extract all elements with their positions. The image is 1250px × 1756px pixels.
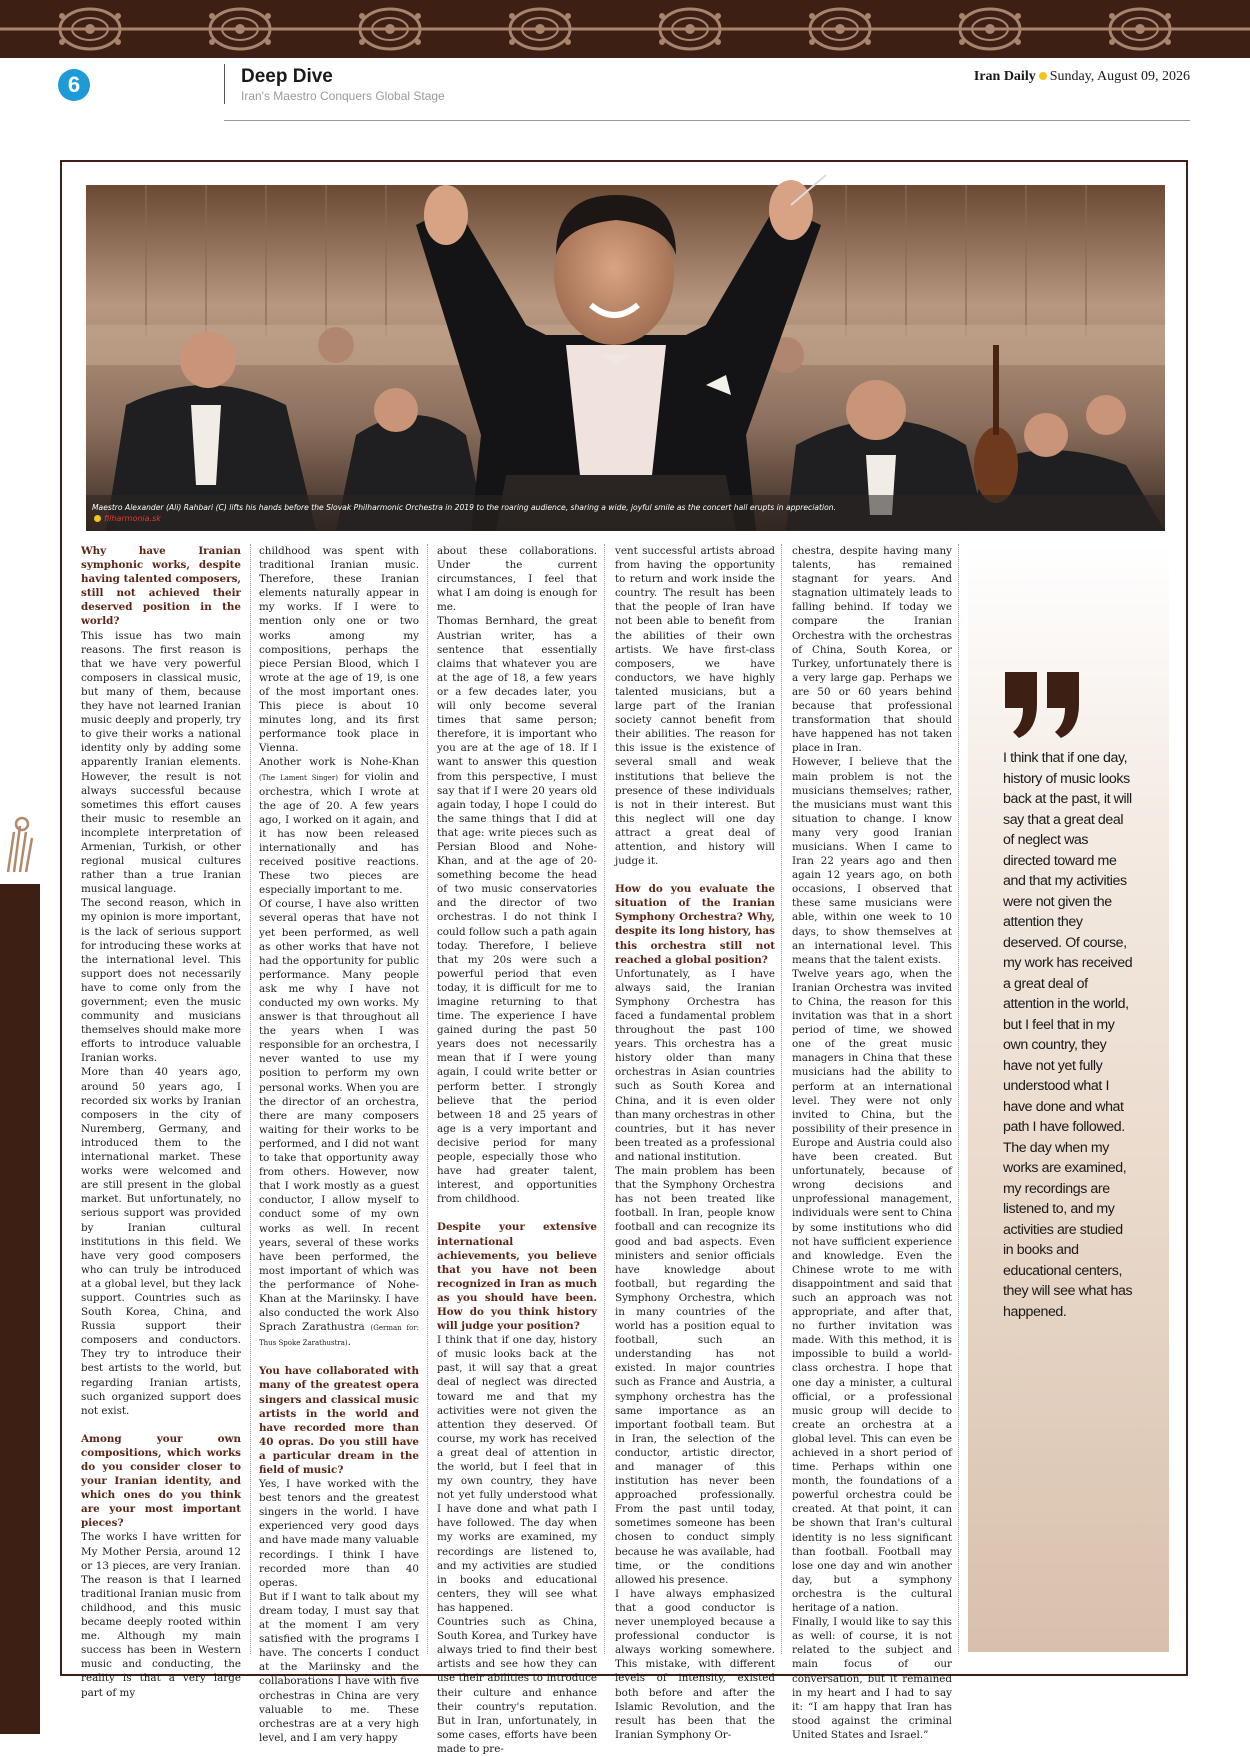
answer-paragraph: Countries such as China, South Korea, and Turkey have always tried to find their best artists and see how they can use their abilities to introduce their culture and enhance their country's reputation. But in Iran, unfortunately, in some cases, efforts have been made to pre- <box>437 1616 597 1755</box>
violin-ornament-icon <box>0 0 1250 58</box>
answer-paragraph: childhood was spent with traditional Iranian music. Therefore, these Iranian elements naturally appear in my works. If I were to mention only one or two works among my compositions, perhaps the piece Persian Blood, which I wrote at the age of 19, is one of the most important ones. This piece is about 10 minutes long, and its first performance took place in Vienna. <box>259 545 419 755</box>
answer-paragraph: The second reason, which in my opinion is more important, is the lack of serious support for introducing these works at the international level. This support does not necessarily have to come only from the government; even the music community and musicians themselves should make more efforts to introduce valuable Iranian works. <box>81 897 241 1065</box>
answer-paragraph: I think that if one day, history of music looks back at the past, it will say that a great deal of neglect was directed toward me and that my activities were not given the attention they deserved. Of course, my work has received a great deal of attention in the world, but I feel that in my own country, they have not yet fully understood what I have done and what path I have followed. The day when my works are examined, my recordings are listened to, and my activities are studied in books and educational centers, they will see what has happened. <box>437 1334 597 1614</box>
answer-paragraph: This issue has two main reasons. The first reason is that we have very powerful composers in classical music, but many of them, because they have not learned Iranian music deeply and properly, try to give their works a national identity only by adding some apparently Iranian elements. However, the result is not always successful because sometimes this effort causes their music to resemble an incomplete interpretation of Armenian, Turkish, or other regional musical cultures rather than a true Iranian musical language. <box>81 629 241 896</box>
interview-question: How do you evaluate the situation of the Iranian Symphony Orchestra? Why, despite its long history, has this orchestra still not reached a global position? <box>615 883 775 966</box>
column-separator <box>250 544 251 1654</box>
photo-credit-text: filharmonia.sk <box>104 514 161 523</box>
answer-paragraph: The works I have written for My Mother Persia, around 12 or 13 pieces, are very Iranian. The reason is that I learned traditional Iranian music from childhood, and this music became deeply rooted within me. Although my main success has been in Western music and conducting, the reality is that a very large part of my <box>81 1531 241 1699</box>
credit-dot <box>94 515 101 522</box>
photo-caption: Maestro Alexander (Ali) Rahbari (C) lifts his hands before the Slovak Philharmonic Orchestra in 2019 to the roaring audience, sharing a wide, joyful smile as the concert hall erupts in appreciation. <box>92 503 836 512</box>
interview-question: Despite your extensive international achievements, you believe that you have not been recognized in Iran as much as you should have been. How do you think history will judge your position? <box>437 1221 597 1333</box>
answer-paragraph: But if I want to talk about my dream today, I must say that at the moment I am very satisfied with the programs I have. The concerts I conduct at the Mariinsky and the collaborations I have with five orchestras in China are very valuable to me. These orchestras are at a very high level, and I am very happy <box>259 1590 419 1744</box>
header-divider <box>224 64 225 104</box>
answer-paragraph: about these collaborations. Under the current circumstances, I feel that what I am doing is enough for me. <box>437 545 597 614</box>
answer-paragraph: Unfortunately, as I have always said, the Iranian Symphony Orchestra has faced a fundamental problem throughout the past 100 years. This orchestra has a history older than many orchestras in Asian countries such as South Korea and China, and it is even older than many orchestras in other countries, but it has never been treated as a professional and national institution. <box>615 967 775 1163</box>
photo-credit <box>94 514 161 523</box>
translation-note: (The Lament Singer) <box>259 773 339 782</box>
masthead-date: Sunday, August 09, 2026 <box>1049 69 1190 84</box>
column-separator <box>958 544 959 1654</box>
answer-paragraph: I have always emphasized that a good conductor is never unemployed because a professional conductor is always working somewhere. This mistake, with different levels of intensity, existed both before and after the Islamic Revolution, and the result has been that the Iranian Symphony Or- <box>615 1587 775 1741</box>
article-column-5 <box>792 544 952 1741</box>
conductor-photo <box>86 185 1165 531</box>
answer-text: Of course, I have also written several operas that have not yet been performed, as well as other works that have not had the opportunity for public performance. Many people ask me why I have not conducted my own works. My answer is that throughout all the years when I was responsible for an orchestra, I never wanted to use my position to perform my own personal works. When you are the director of an orchestra, there are many composers waiting for their works to be performed, and I did not want to take that opportunity away from others. However, now that I work mostly as a guest conductor, I allow myself to conduct some of my own works as well. In recent years, several of these works have been performed, the most important of which was the performance of Nohe-Khan at the Mariinsky. I have also conducted the work Also Sprach Zarathustra <box>259 898 419 1334</box>
header-rule <box>224 120 1190 121</box>
article-column-3 <box>437 544 597 1755</box>
answer-paragraph: However, I believe that the main problem is not the musicians themselves; rather, the musicians must want this situation to change. I know many very good Iranian musicians. When I came to Iran 22 years ago and then again 12 years ago, on both occasions, I observed that these same musicians were able, within one week to 10 days, to show themselves at an international level. This means that the talent exists. <box>792 756 952 966</box>
music-instrument-icon <box>0 812 40 876</box>
answer-text: for violin and orchestra, which I wrote at the age of 20. A few years ago, I worked on it again, and it has now been released internationally and has received positive reactions. These two pieces are especially important to me. <box>259 770 419 897</box>
left-side-strip <box>0 884 40 1734</box>
page-number-badge: 6 <box>58 69 90 101</box>
interview-question: Why have Iranian symphonic works, despite having talented composers, still not achieved their deserved position in the world? <box>81 545 241 628</box>
article-column-4 <box>615 544 775 1741</box>
masthead-brand: Iran Daily <box>973 69 1036 84</box>
column-separator <box>604 544 605 1654</box>
masthead-dot <box>1039 72 1047 80</box>
column-separator <box>781 544 782 1654</box>
answer-text: Another work is Nohe-Khan <box>259 756 419 769</box>
pull-quote-text: I think that if one day, history of music looks back at the past, it will say that a great deal of neglect was directed toward me and that my activities were not given the attention they deserved. Of course, my work has received a great deal of attention in the world, but I feel that in my own country, they have not yet fully understood what I have done and what path I have followed. The day when my works are examined, my recordings are listened to, and my activities are studied in books and educational centers, they will see what has happened. <box>1003 750 1133 1320</box>
answer-paragraph: Finally, I would like to say this as well: of course, it is not related to the subject and main focus of our conversation, but it remained in my heart and I had to say it: “I am happy that Iran has stood against the criminal United States and Israel.” <box>792 1616 952 1741</box>
section-subtitle: Iran's Maestro Conquers Global Stage <box>241 89 445 103</box>
article-column-1 <box>81 544 241 1699</box>
answer-paragraph <box>259 897 419 1350</box>
answer-paragraph: Thomas Bernhard, the great Austrian writer, has a sentence that essentially claims that whatever you are at the age of 18, a few years or a few decades later, you will only become several times that same person; therefore, it is important who you are at the age of 18. If I want to answer this question from this perspective, I must say that if I were 20 years old again today, I hope I could do the same things that I did at that age: write pieces such as Persian Blood and Nohe-Khan, and at the age of 20-something become the head of two music conservatories and the director of two orchestras. I do not think I could follow such a path again today. Therefore, I believe that my 20s were such a powerful period that even today, it is difficult for me to imagine returning to that time. The experience I have gained during the past 50 years does not necessarily mean that if I were young again, I could write better or perform better. I strongly believe that the period between 18 and 25 years of age is a very important and decisive period for many people, especially those who have had greater talent, interest, and opportunities from childhood. <box>437 615 597 1206</box>
article-column-2 <box>259 544 419 1744</box>
answer-paragraph: The main problem has been that the Symphony Orchestra has not been treated like football. In Iran, people know football and can recognize its good and bad aspects. Even ministers and senior officials have knowledge about football, but regarding the Symphony Orchestra, which in many countries of the world has a position equal to football, such an understanding has not existed. In major countries such as France and Austria, a symphony orchestra has the same importance as an important football team. But in Iran, the selection of the conductor, artistic director, and manager of this institution has never been approached professionally. From the past until today, sometimes someone has been chosen to conduct simply because he was available, had time, or the conditions allowed his presence. <box>615 1165 775 1586</box>
interview-question: Among your own compositions, which works do you consider closer to your Iranian identity, and which ones do you think are your most important pieces? <box>81 1432 241 1530</box>
translation-note: (German for: Thus Spoke Zarathustra) <box>259 1324 419 1348</box>
top-ornament-band <box>0 0 1250 58</box>
answer-text: . <box>347 1336 351 1349</box>
answer-paragraph: More than 40 years ago, around 50 years ago, I recorded six works by Iranian composers in the city of Nuremberg, Germany, and introduced them to the international market. These works were welcomed and are still present in the global market. But unfortunately, no serious support was provided by Iranian cultural institutions in this field. We have very good composers who can truly be introduced at a global level, but they lack support. Countries such as South Korea, China, and Russia support their composers and conductors. They try to introduce their best artists to the world, but regarding Iranian artists, such organized support does not exist. <box>81 1066 241 1417</box>
answer-paragraph: Twelve years ago, when the Iranian Orchestra was invited to China, the reason for this invitation was that in a short period of time, we showed one of the great music managers in China that these musicians had the ability to perform at an international level. They were not only invited to China, but the possibility of their presence in Europe and Austria could also have been created. But unfortunately, because of wrong decisions and unprofessional management, individuals were sent to China by some institutions who did not have sufficient experience and knowledge. Even the Chinese wrote to me with disappointment and said that such an approach was not appropriate, and after that, no further invitation was made. With this method, it is impossible to build a world-class orchestra. I hope that one day a minister, a cultural official, or a professional music group will decide to create an orchestra at a global level. This can even be achieved in a short period of time. Perhaps within one month, the foundations of a powerful orchestra could be created. At that point, it can be shown that Iran's cultural identity is no less significant than football. Football may lose one day and win another day, but a symphony orchestra is the cultural heritage of a nation. <box>792 967 952 1615</box>
quote-mark-icon <box>1003 670 1083 740</box>
answer-paragraph: chestra, despite having many talents, has remained stagnant for years. And stagnation ultimately leads to falling behind. If today we compare the Iranian Orchestra with the orchestras of China, South Korea, or Turkey, unfortunately there is a very large gap. Perhaps we are 50 or 60 years behind because that professional transformation that should have happened has not taken place in Iran. <box>792 545 952 755</box>
answer-paragraph <box>259 755 419 897</box>
column-separator <box>427 544 428 1654</box>
answer-paragraph: vent successful artists abroad from having the opportunity to return and work inside the country. The result has been that the people of Iran have not been able to benefit from the abilities of their own artists. We have first-class composers, we have conductors, we have highly talented musicians, but a large part of the Iranian society cannot benefit from their abilities. The reason for this issue is the existence of several small and weak institutions that believe the presence of these individuals is not in their interest. But this neglect will one day attract a great deal of attention, and history will judge it. <box>615 545 775 868</box>
interview-question: You have collaborated with many of the greatest opera singers and classical music artists in the world and have recorded more than 40 opras. Do you still have a particular dream in the field of music? <box>259 1365 419 1476</box>
answer-paragraph: Yes, I have worked with the best tenors and the greatest singers in the world. I have experienced very good days and have made many valuable recordings. I think I have recorded more than 40 operas. <box>259 1478 419 1589</box>
section-title: Deep Dive <box>241 66 333 87</box>
masthead <box>974 69 1190 85</box>
